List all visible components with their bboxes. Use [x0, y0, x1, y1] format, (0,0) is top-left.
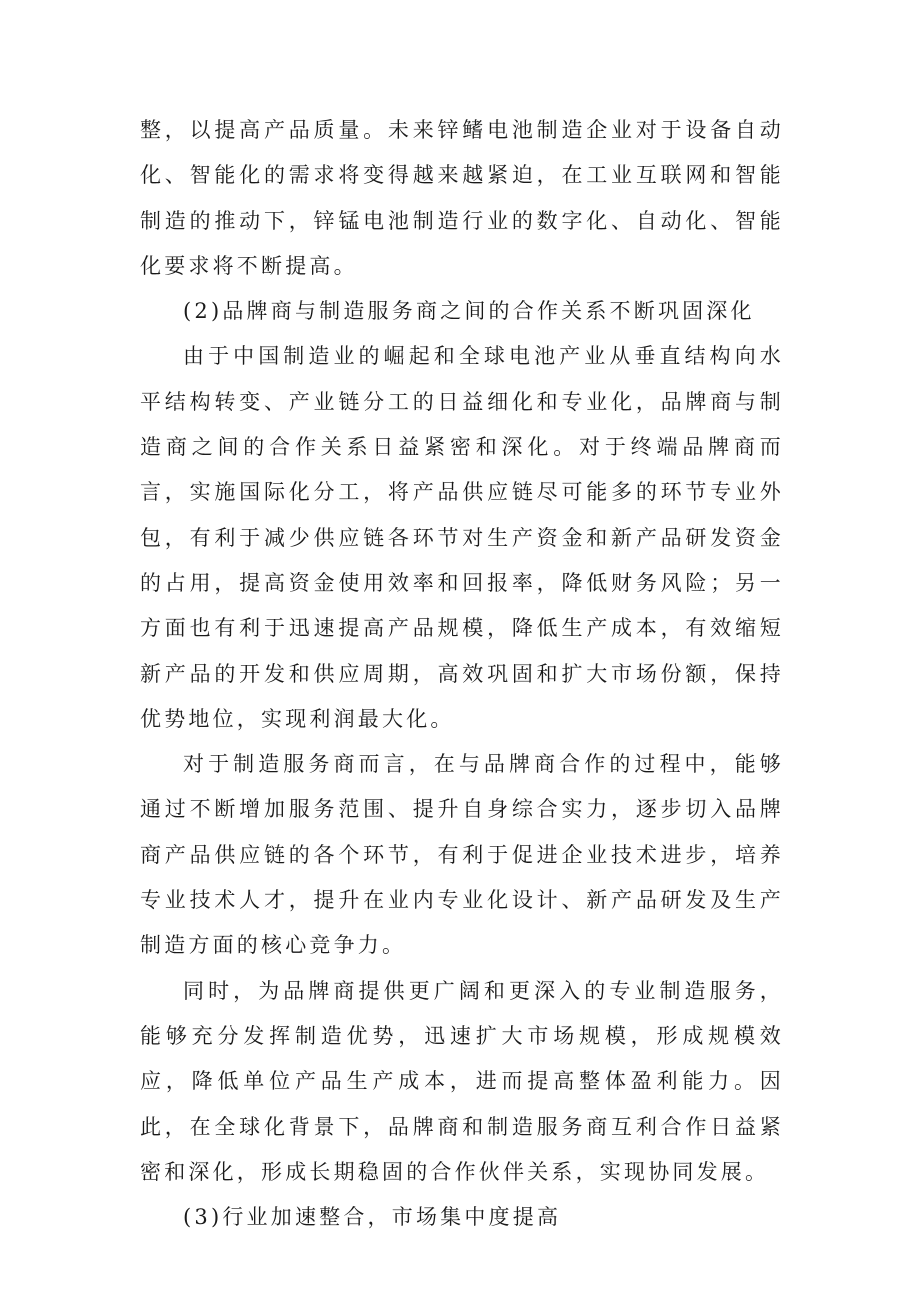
paragraph: 由于中国制造业的崛起和全球电池产业从垂直结构向水平结构转变、产业链分工的日益细化和专业化，品牌商与制造商之间的合作关系日益紧密和深化。对于终端品牌商而言，实施国际化分工，将产品供应链尽可能多的环节专业外包，有利于减少供应链各环节对生产资金和新产品研发资金的占用，提高资金使用效率和回报率，降低财务风险；另一方面也有利于迅速提高产品规模，降低生产成本，有效缩短新产品的开发和供应周期，高效巩固和扩大市场份额，保持优势地位，实现利润最大化。	[140, 344, 784, 731]
paragraph: 同时，为品牌商提供更广阔和更深入的专业制造服务，能够充分发挥制造优势，迅速扩大市场规模，形成规模效应，降低单位产品生产成本，进而提高整体盈利能力。因此，在全球化背景下，品牌商和制造服务商互利合作日益紧密和深化，形成长期稳固的合作伙伴关系，实现协同发展。	[140, 978, 784, 1184]
section-heading-3: (3)行业加速整合，市场集中度提高	[183, 1205, 562, 1230]
section-heading-2: (2)品牌商与制造服务商之间的合作关系不断巩固深化	[183, 299, 755, 324]
paragraph: 对于制造服务商而言，在与品牌商合作的过程中，能够通过不断增加服务范围、提升自身综合实力，逐步切入品牌商产品供应链的各个环节，有利于促进企业技术进步，培养专业技术人才，提升在业内专业化设计、新产品研发及生产制造方面的核心竞争力。	[140, 752, 784, 958]
paragraph-continued: 整，以提高产品质量。未来锌鳍电池制造企业对于设备自动化、智能化的需求将变得越来越紧迫，在工业互联网和智能制造的推动下，锌锰电池制造行业的数字化、自动化、智能化要求将不断提高。	[140, 118, 784, 278]
document-body	[140, 108, 784, 1240]
